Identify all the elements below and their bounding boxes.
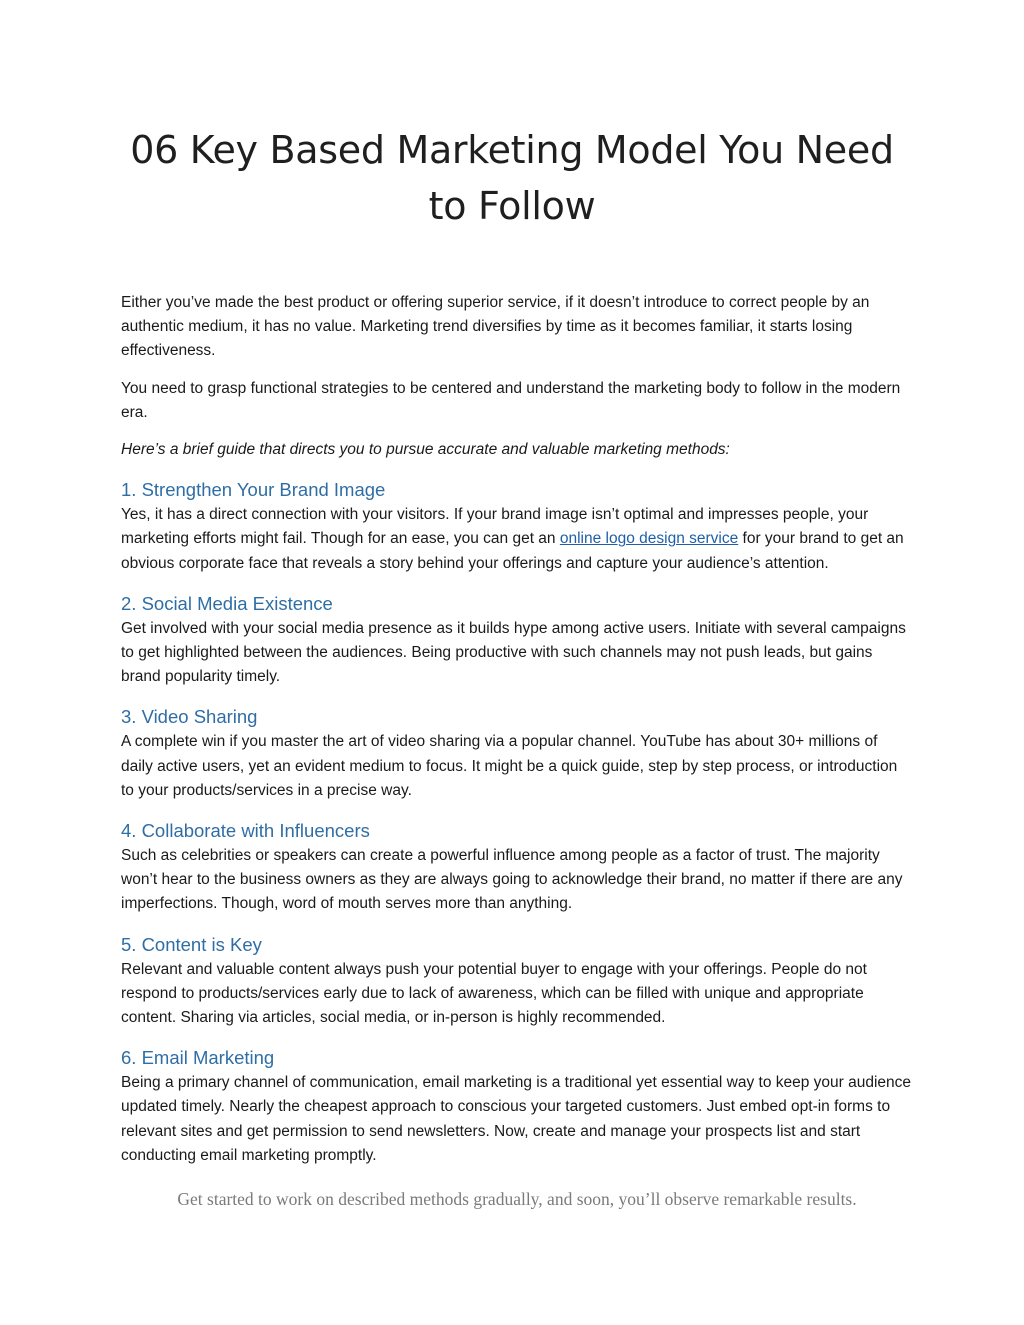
page-title-line-2: to Follow [428,184,596,228]
section-heading-influencers: 4. Collaborate with Influencers [121,820,370,842]
section-heading-content: 5. Content is Key [121,933,262,955]
section-text-influencers: Such as celebrities or speakers can create a powerful influence among people as a factor of trust. The majority won’t hear to the business owners as they are always going to acknowledge their brand, no matter if there are any imperfections. Though, word of mouth serves more than anything. [121,847,903,913]
page-title [100,122,924,234]
page-title-line-1: 06 Key Based Marketing Model You Need [130,128,894,172]
intro-paragraph: Either you’ve made the best product or offering superior service, if it doesn’t introduce to correct people by an authentic medium, it has no value. Marketing trend diversifies by time as it becomes familiar, it starts losing effectiveness. [121,294,870,360]
section-text-email-marketing: Being a primary channel of communication, email marketing is a traditional yet essential way to keep your audience updated timely. Nearly the cheapest approach to conscious your targeted customers. Just embed opt-in forms to relevant sites and get permission to send newsletters. Now, create and manage your prospects list and start conducting email marketing promptly. [121,1074,912,1164]
closing-statement: Get started to work on described methods gradually, and soon, you’ll observe remarkable results. [177,1189,857,1210]
section-text-brand-image [121,503,913,576]
section-heading-email-marketing: 6. Email Marketing [121,1047,275,1069]
section-heading-social-media: 2. Social Media Existence [121,592,333,614]
intro-paragraph: You need to grasp functional strategies to be centered and understand the marketing body to follow in the modern era. [121,379,901,421]
section-text-video-sharing: A complete win if you master the art of video sharing via a popular channel. YouTube has about 30+ millions of daily active users, yet an evident medium to focus. It might be a quick guide, step by step process, or introduction to your products/services in a precise way. [121,733,898,799]
section-heading-brand-image: 1. Strengthen Your Brand Image [121,479,386,501]
online-logo-design-link[interactable]: online logo design service [559,530,739,548]
section-text-part: for your brand to get an obvious corporate face that reveals a story behind your offerings and capture your audience’s attention. [121,530,904,572]
section-text-social-media: Get involved with your social media presence as it builds hype among active users. Initiate with several campaigns to get highlighted between the audiences. Being productive with such channels may not push leads, but gains brand popularity timely. [121,619,906,686]
section-heading-video-sharing: 3. Video Sharing [121,706,258,728]
guide-lead-in: Here’s a brief guide that directs you to pursue accurate and valuable marketing methods: [121,441,730,459]
section-text-content: Relevant and valuable content always push your potential buyer to engage with your offerings. People do not respond to products/services early due to lack of awareness, which can be filled with unique and appropriate content. Sharing via articles, social media, or in-person is highly recommended. [121,960,867,1027]
section-text-part: Yes, it has a direct connection with your visitors. If your brand image isn’t optimal and impresses people, your marketing efforts might fail. Though for an ease, you can get an [121,506,869,548]
article-body [121,291,913,1212]
